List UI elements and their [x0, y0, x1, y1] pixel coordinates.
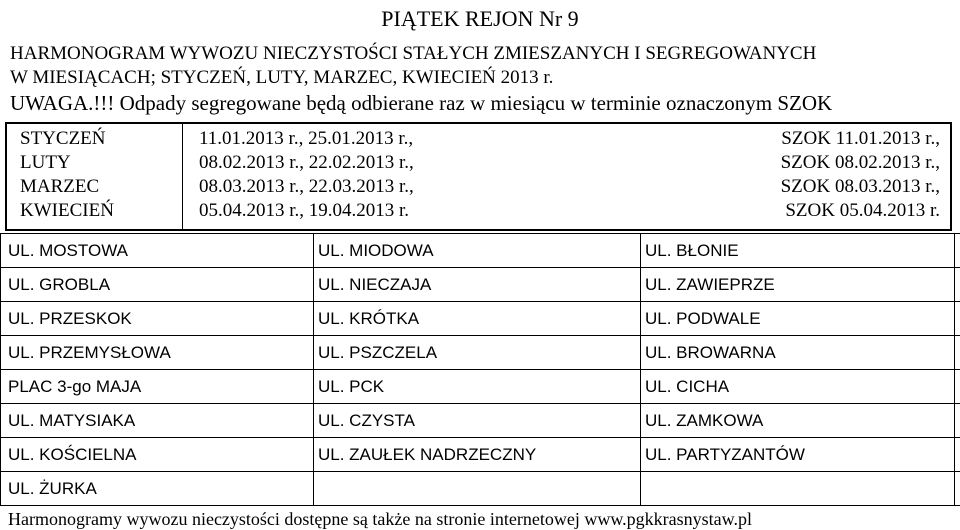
street-name: UL. MATYSIAKA — [8, 411, 136, 430]
street-name: UL. CICHA — [645, 377, 730, 396]
street-name: UL. PSZCZELA — [318, 343, 438, 362]
table-row — [0, 437, 960, 472]
street-name: UL. MOSTOWA — [8, 241, 128, 260]
szok-date: SZOK 08.02.2013 r., — [780, 152, 940, 173]
table-row — [0, 369, 960, 404]
street-name: UL. ZAMKOWA — [645, 411, 764, 430]
table-row — [0, 267, 960, 302]
collection-dates: 08.02.2013 r., 22.02.2013 r., — [199, 152, 414, 173]
street-name: UL. BŁONIE — [645, 241, 739, 260]
schedule-table — [5, 122, 952, 231]
street-name: UL. ŻURKA — [8, 479, 97, 498]
month-label: STYCZEŃ — [20, 128, 106, 149]
collection-dates: 05.04.2013 r., 19.04.2013 r. — [199, 200, 410, 221]
footer-note: Harmonogramy wywozu nieczystości dostępne są także na stronie internetowej www.pgkkrasnystaw.pl — [8, 509, 752, 529]
schedule-row — [7, 151, 950, 175]
footer-divider — [0, 505, 960, 506]
szok-date: SZOK 08.03.2013 r., — [780, 176, 940, 197]
street-name: UL. ZAUŁEK NADRZECZNY — [318, 445, 537, 464]
table-row — [0, 301, 960, 336]
szok-date: SZOK 05.04.2013 r. — [785, 200, 940, 221]
street-name: UL. KOŚCIELNA — [8, 445, 137, 464]
street-name: UL. PRZESKOK — [8, 309, 132, 328]
street-name: UL. GROBLA — [8, 275, 111, 294]
header-warning: UWAGA.!!! Odpady segregowane będą odbierane raz w miesiącu w terminie oznaczonym SZOK — [10, 91, 833, 115]
header-block — [10, 42, 950, 116]
street-name: PLAC 3-go MAJA — [8, 377, 142, 396]
street-name: UL. MIODOWA — [318, 241, 434, 260]
street-name: UL. PARTYZANTÓW — [645, 445, 805, 464]
collection-dates: 08.03.2013 r., 22.03.2013 r., — [199, 176, 414, 197]
month-label: KWIECIEŃ — [20, 200, 114, 221]
page-title: PIĄTEK REJON Nr 9 — [381, 6, 579, 31]
month-label: MARZEC — [20, 176, 100, 197]
header-line-2: W MIESIĄCACH; STYCZEŃ, LUTY, MARZEC, KWIECIEŃ 2013 r. — [10, 67, 554, 88]
header-line-1: HARMONOGRAM WYWOZU NIECZYSTOŚCI STAŁYCH ZMIESZANYCH I SEGREGOWANYCH — [10, 43, 817, 64]
street-name: UL. CZYSTA — [318, 411, 415, 430]
table-row — [0, 471, 960, 506]
table-row — [0, 403, 960, 438]
street-name: UL. PODWALE — [645, 309, 761, 328]
street-name: UL. ZAWIEPRZE — [645, 275, 775, 294]
szok-date: SZOK 11.01.2013 r., — [781, 128, 940, 149]
schedule-row — [7, 127, 950, 151]
table-row — [0, 233, 960, 268]
street-name: UL. BROWARNA — [645, 343, 776, 362]
street-name: UL. PCK — [318, 377, 385, 396]
street-name: UL. KRÓTKA — [318, 309, 420, 328]
street-name: UL. PRZEMYSŁOWA — [8, 343, 171, 362]
month-label: LUTY — [20, 152, 71, 173]
schedule-row — [7, 199, 950, 223]
table-row — [0, 335, 960, 370]
street-name: UL. NIECZAJA — [318, 275, 432, 294]
schedule-row — [7, 175, 950, 199]
collection-dates: 11.01.2013 r., 25.01.2013 r., — [199, 128, 414, 149]
